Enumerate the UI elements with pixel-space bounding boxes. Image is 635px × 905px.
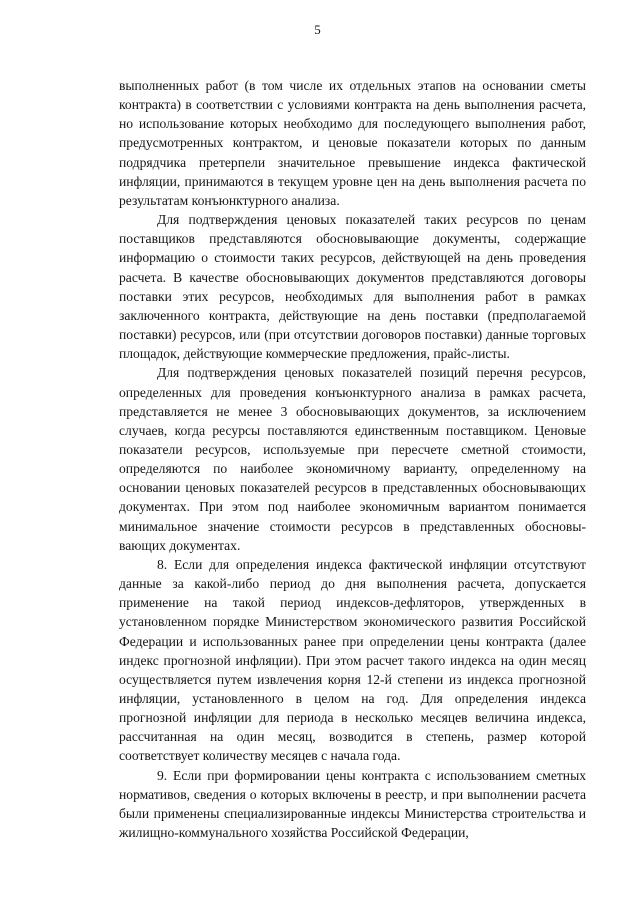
paragraph-supplier-prices: Для подтверждения ценовых показателей таких ресурсов по ценам поставщиков представляются обосновывающие документы, содержащие информацию о стоимости таких ресурсов, действующей на день проведения расчета. В качестве обосновывающих документов представляются договоры поставки этих ресурсов, необходимых для выполнения работ в рамках заключенного контракта, действующие на день поставки (предполагаемой поставки) ресурсов, или (при отсутствии договоров поставки) данные торговых площадок, действующие коммерческие предложения, прайс-листы. <box>119 212 586 362</box>
page-number: 5 <box>314 22 321 37</box>
paragraph-price-indicators: Для подтверждения ценовых показателей позиций перечня ресурсов, определенных для проведения конъюнктурного анализа в рамках расчета, представляется не менее 3 обосновывающих документов, за исключением случаев, когда ресурсы поставляются единственным поставщиком. Ценовые показатели ресурсов, используемые при пересчете сметной стоимости, определяются по наиболее экономичному варианту, определенному на основании ценовых показателей ресурсов в представленных обосновывающих документах. При этом под наиболее экономичным вариантом понимается минимальное значение стоимости ресурсов в представленных обосновы-вающих документах. <box>119 365 586 553</box>
document-body <box>119 76 586 842</box>
paragraph-continuation: выполненных работ (в том числе их отдельных этапов на основании сметы контракта) в соответствии с условиями контракта на день выполнения расчета, но использование которых необходимо для последующего выполнения работ, предусмотренных контрактом, и ценовые показатели которых по данным подрядчика претерпели значительное превышение индекса фактической инфляции, принимаются в текущем уровне цен на день выполнения расчета по результатам конъюнктурного анализа. <box>119 78 586 208</box>
paragraph-item-9: 9. Если при формировании цены контракта с использованием сметных нормативов, сведения о которых включены в реестр, и при выполнении расчета были применены специализированные индексы Министерства строительства и жилищно-коммунального хозяйства Российской Федерации, <box>119 767 586 841</box>
paragraph-item-8: 8. Если для определения индекса фактической инфляции отсутствуют данные за какой-либо период до дня выполнения расчета, допускается применение на такой период индексов-дефляторов, утвержденных в установленном порядке Министерством экономического развития Российской Федерации и использованных ранее при определении цены контракта (далее индекс прогнозной инфляции). При этом расчет такого индекса на один месяц осуществляется путем извлечения корня 12-й степени из индекса прогнозной инфляции, установленного в целом на год. Для определения индекса прогнозной инфляции для периода в несколько месяцев величина индекса, рассчитанная на один месяц, возводится в степень, размер которой соответствует количеству месяцев с начала года. <box>119 556 586 764</box>
